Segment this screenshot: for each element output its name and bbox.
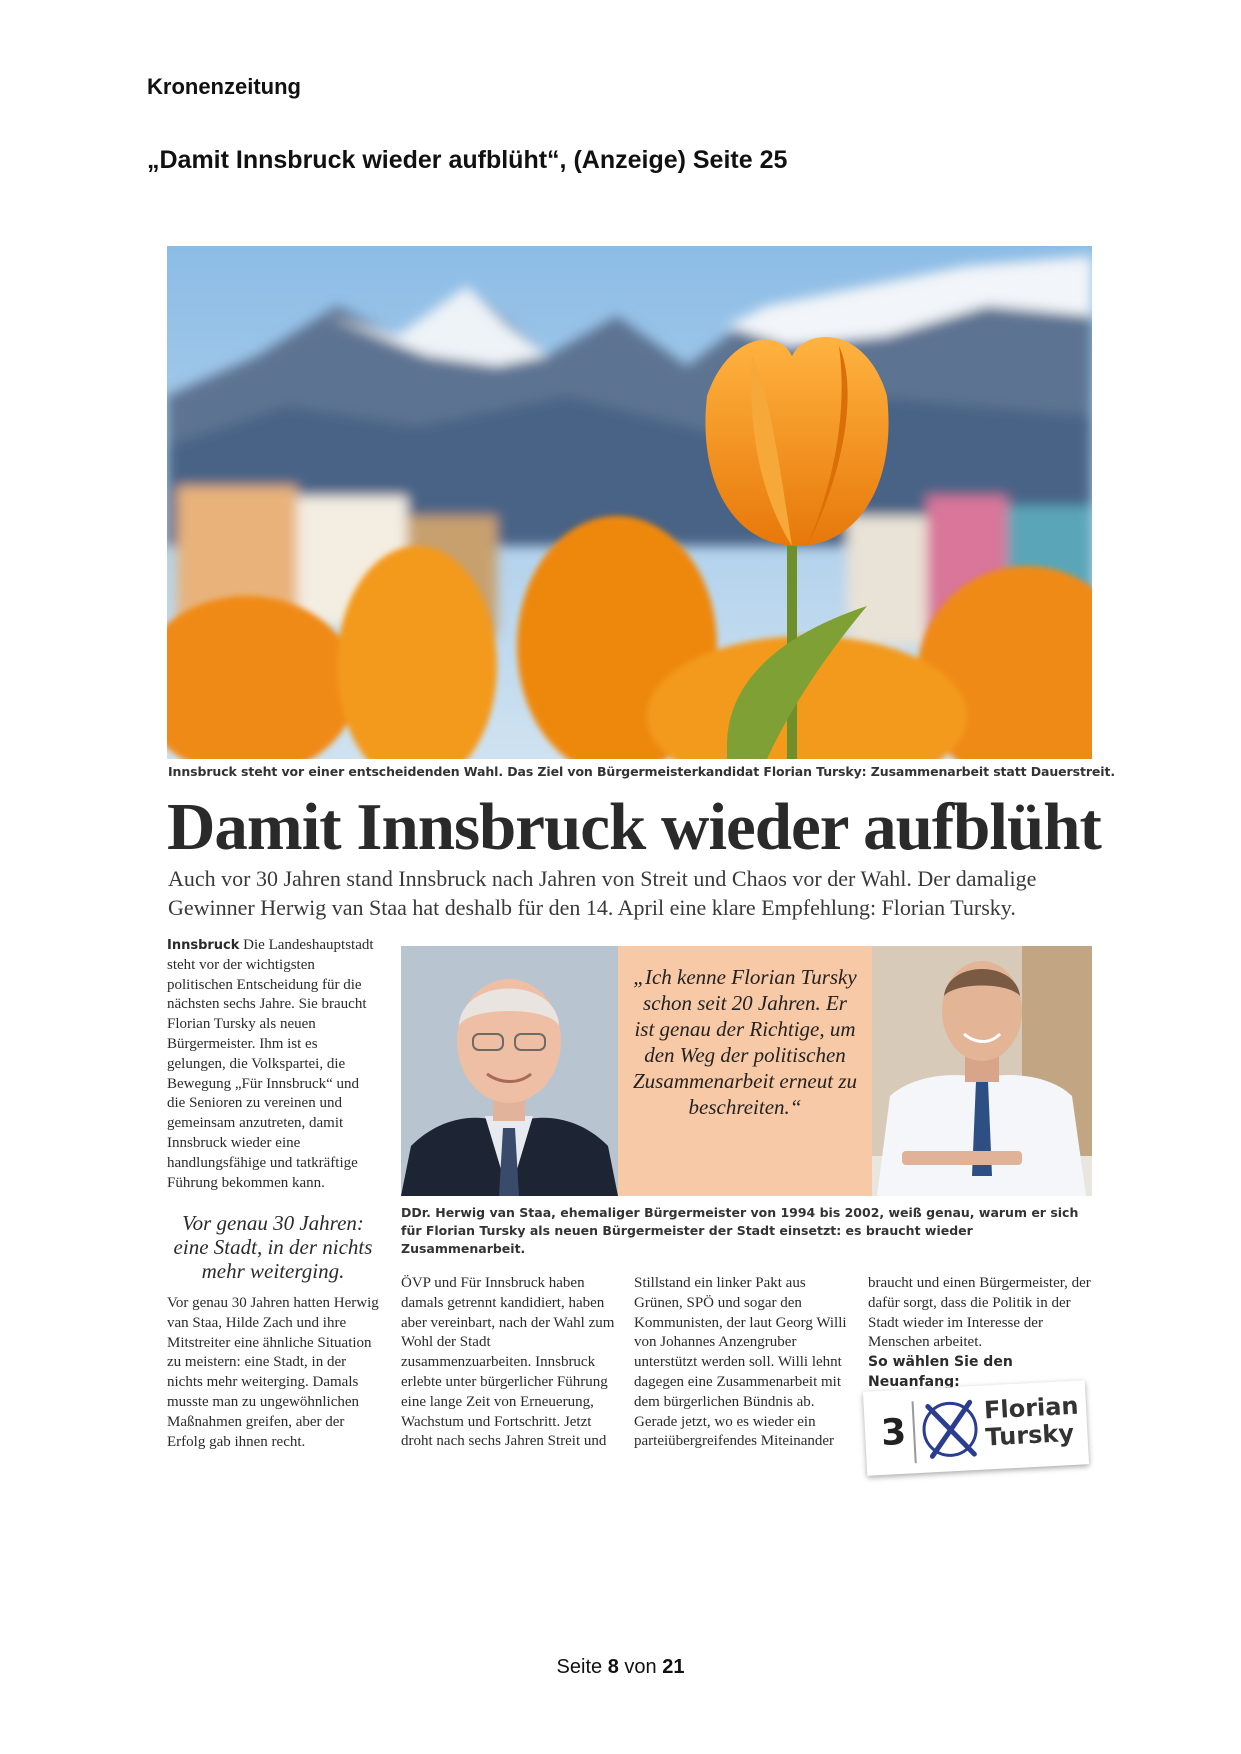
hero-image-tulips-innsbruck xyxy=(167,246,1092,759)
footer-page-number: 8 xyxy=(607,1656,619,1678)
document-heading: „Damit Innsbruck wieder aufblüht“, (Anzeige) Seite 25 xyxy=(147,146,788,174)
subheadline-line-2: Gewinner Herwig van Staa hat deshalb für den 14. April eine klare Empfehlung: Florian Tursky. xyxy=(168,895,1016,920)
headline: Damit Innsbruck wieder aufblüht xyxy=(167,790,1101,864)
footer-prefix: Seite xyxy=(556,1656,603,1678)
body-column-4 xyxy=(868,1274,1092,1393)
document-label: Kronenzeitung xyxy=(147,74,301,99)
advertisement-clipping xyxy=(167,246,1115,1476)
footer-middle: von xyxy=(624,1656,657,1678)
image-caption: Innsbruck steht vor einer entscheidenden Wahl. Das Ziel von Bürgermeisterkandidat Florian Tursky: Zusammenarbeit statt Dauerstreit. xyxy=(168,764,1115,779)
ballot-number: 3 xyxy=(880,1411,908,1454)
photo-herwig-van-staa xyxy=(401,946,618,1196)
footer-total-pages: 21 xyxy=(662,1656,685,1678)
pull-quote: Vor genau 30 Jahren: eine Stadt, in der nichts mehr weiterging. xyxy=(173,1211,373,1283)
subheadline-line-1: Auch vor 30 Jahren stand Innsbruck nach Jahren von Streit und Chaos vor der Wahl. Der damalige xyxy=(168,866,1037,891)
ballot-name xyxy=(983,1393,1080,1452)
ballot-divider xyxy=(912,1401,917,1463)
quote-box: „Ich kenne Florian Tursky schon seit 20 Jahren. Er ist genau der Richtige, um den Weg der politischen Zusammenarbeit erneut zu beschreiten.“ xyxy=(618,946,872,1196)
body-column-3: Stillstand ein linker Pakt aus Grünen, SPÖ und sogar den Kommunisten, der laut Georg Willi von Johannes Anzengruber unterstützt werden soll. Willi lehnt dagegen eine Zusammenarbeit mit dem bürgerlichen Bündnis ab. Gerade jetzt, wo es wieder ein parteiübergreifendes Miteinander xyxy=(634,1275,847,1450)
photo-caption: DDr. Herwig van Staa, ehemaliger Bürgermeister von 1994 bis 2002, weiß genau, warum er sich für Florian Tursky als neuen Bürgermeister der Stadt einsetzt: es braucht wieder Zusammenarbeit. xyxy=(401,1205,1079,1256)
subheadline xyxy=(168,864,1093,922)
call-to-action: So wählen Sie den Neuanfang: xyxy=(868,1354,1013,1390)
photo-florian-tursky xyxy=(872,946,1092,1196)
body-column-4-text: braucht und einen Bürgermeister, der dafür sorgt, dass die Politik in der Stadt wieder im Interesse der Menschen arbeitet. xyxy=(868,1275,1091,1351)
lead-paragraph xyxy=(167,936,379,1193)
body-column-2: ÖVP und Für Innsbruck haben damals getrennt kandidiert, haben aber vereinbart, nach der Wahl zum Wohl der Stadt zusammenzuarbeiten. Innsbruck erlebte unter bürgerlicher Führung eine lange Zeit von Erneuerung, Wachstum und Fortschritt. Jetzt droht nach sechs Jahren Streit und xyxy=(401,1275,615,1450)
ballot-graphic xyxy=(863,1380,1089,1476)
page-footer xyxy=(0,1656,1241,1679)
ballot-name-first: Florian xyxy=(983,1391,1080,1425)
lead-dateline: Innsbruck xyxy=(167,938,240,953)
ballot-cross-icon xyxy=(917,1396,983,1468)
lead-text: Die Landeshauptstadt steht vor der wichtigsten politischen Entscheidung für die nächsten sechs Jahre. Sie braucht Florian Tursky als neuen Bürgermeister. Ihm ist es gelungen, die Volkspartei, die Bewegung „Für Innsbruck“ und die Senioren zu vereinen und gemeinsam anzutreten, damit Innsbruck wieder eine handlungsfähige und tatkräftige Führung bekommen kann. xyxy=(167,937,374,1191)
body-column-1: Vor genau 30 Jahren hatten Herwig van Staa, Hilde Zach und ihre Mitstreiter eine ähnliche Situation zu meistern: eine Stadt, in der nichts mehr weiterging. Damals musste man zu ungewöhnlichen Maßnahmen greifen, aber der Erfolg gab ihnen recht. xyxy=(167,1295,379,1450)
ballot-name-last: Tursky xyxy=(984,1418,1075,1452)
